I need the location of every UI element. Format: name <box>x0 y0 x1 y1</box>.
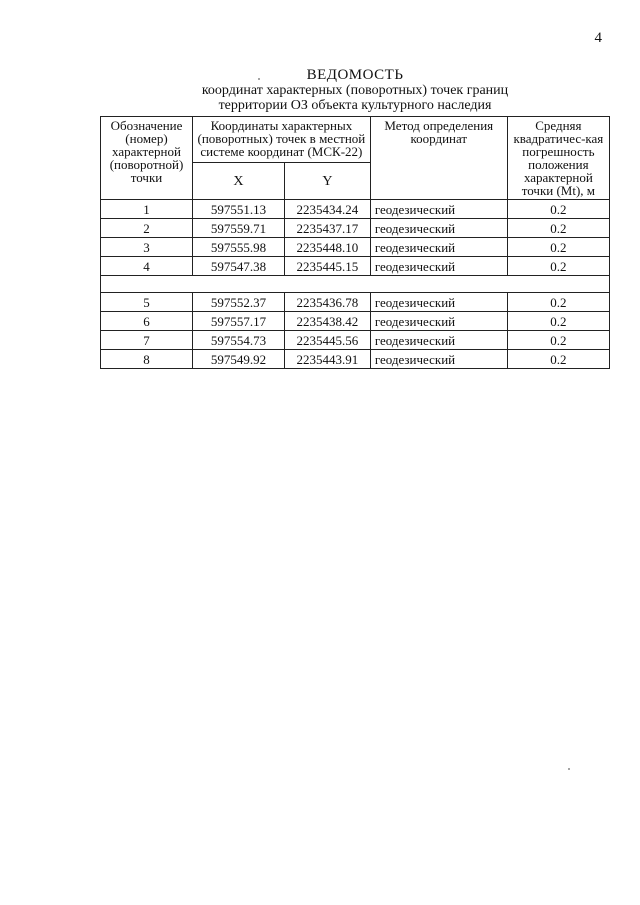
cell-error: 0.2 <box>507 200 609 219</box>
coordinates-table <box>100 116 610 369</box>
cell-point-id: 6 <box>101 312 193 331</box>
cell-error: 0.2 <box>507 219 609 238</box>
document-title: ВЕДОМОСТЬ <box>306 67 404 83</box>
cell-error: 0.2 <box>507 257 609 276</box>
page-number: 4 <box>594 30 602 46</box>
cell-error: 0.2 <box>507 350 609 369</box>
cell-x: 597554.73 <box>192 331 284 350</box>
cell-y: 2235437.17 <box>284 219 370 238</box>
cell-method: геодезический <box>370 238 507 257</box>
cell-point-id: 4 <box>101 257 193 276</box>
table-header <box>101 117 610 200</box>
header-method: Метод определения координат <box>370 117 507 200</box>
table-row <box>101 257 610 276</box>
table-row <box>101 350 610 369</box>
table-gap-row <box>101 276 610 293</box>
scan-speck <box>258 78 260 80</box>
header-x: X <box>192 163 284 200</box>
document-title-block <box>100 68 610 113</box>
document-subtitle-line-1: координат характерных (поворотных) точек границ <box>201 83 509 98</box>
cell-error: 0.2 <box>507 312 609 331</box>
header-error: Средняя квадратичес-кая погрешность положения характерной точки (Mt), м <box>507 117 609 200</box>
scan-speck <box>568 768 570 770</box>
cell-error: 0.2 <box>507 293 609 312</box>
cell-method: геодезический <box>370 293 507 312</box>
cell-y: 2235443.91 <box>284 350 370 369</box>
cell-method: геодезический <box>370 350 507 369</box>
cell-y: 2235445.56 <box>284 331 370 350</box>
table-row <box>101 200 610 219</box>
cell-x: 597557.17 <box>192 312 284 331</box>
cell-point-id: 3 <box>101 238 193 257</box>
cell-y: 2235438.42 <box>284 312 370 331</box>
document-subtitle-line-2: территории ОЗ объекта культурного наследия <box>218 98 492 113</box>
table-body <box>101 200 610 369</box>
table-row <box>101 293 610 312</box>
cell-y: 2235434.24 <box>284 200 370 219</box>
table-header-row <box>101 117 610 163</box>
cell-method: геодезический <box>370 257 507 276</box>
cell-point-id: 7 <box>101 331 193 350</box>
cell-point-id: 5 <box>101 293 193 312</box>
cell-point-id: 1 <box>101 200 193 219</box>
cell-error: 0.2 <box>507 238 609 257</box>
header-point-id: Обозначение (номер) характерной (поворотной) точки <box>101 117 193 200</box>
cell-x: 597552.37 <box>192 293 284 312</box>
cell-error: 0.2 <box>507 331 609 350</box>
cell-y: 2235436.78 <box>284 293 370 312</box>
table-row <box>101 331 610 350</box>
cell-point-id: 8 <box>101 350 193 369</box>
cell-y: 2235445.15 <box>284 257 370 276</box>
cell-x: 597549.92 <box>192 350 284 369</box>
header-coordinates: Координаты характерных (поворотных) точек в местной системе координат (МСК-22) <box>192 117 370 163</box>
cell-point-id: 2 <box>101 219 193 238</box>
cell-method: геодезический <box>370 200 507 219</box>
cell-method: геодезический <box>370 312 507 331</box>
cell-x: 597555.98 <box>192 238 284 257</box>
cell-method: геодезический <box>370 331 507 350</box>
cell-x: 597551.13 <box>192 200 284 219</box>
table-row <box>101 219 610 238</box>
header-y: Y <box>284 163 370 200</box>
cell-x: 597559.71 <box>192 219 284 238</box>
cell-x: 597547.38 <box>192 257 284 276</box>
table-gap-cell <box>101 276 610 293</box>
table-row <box>101 312 610 331</box>
table-row <box>101 238 610 257</box>
cell-y: 2235448.10 <box>284 238 370 257</box>
cell-method: геодезический <box>370 219 507 238</box>
